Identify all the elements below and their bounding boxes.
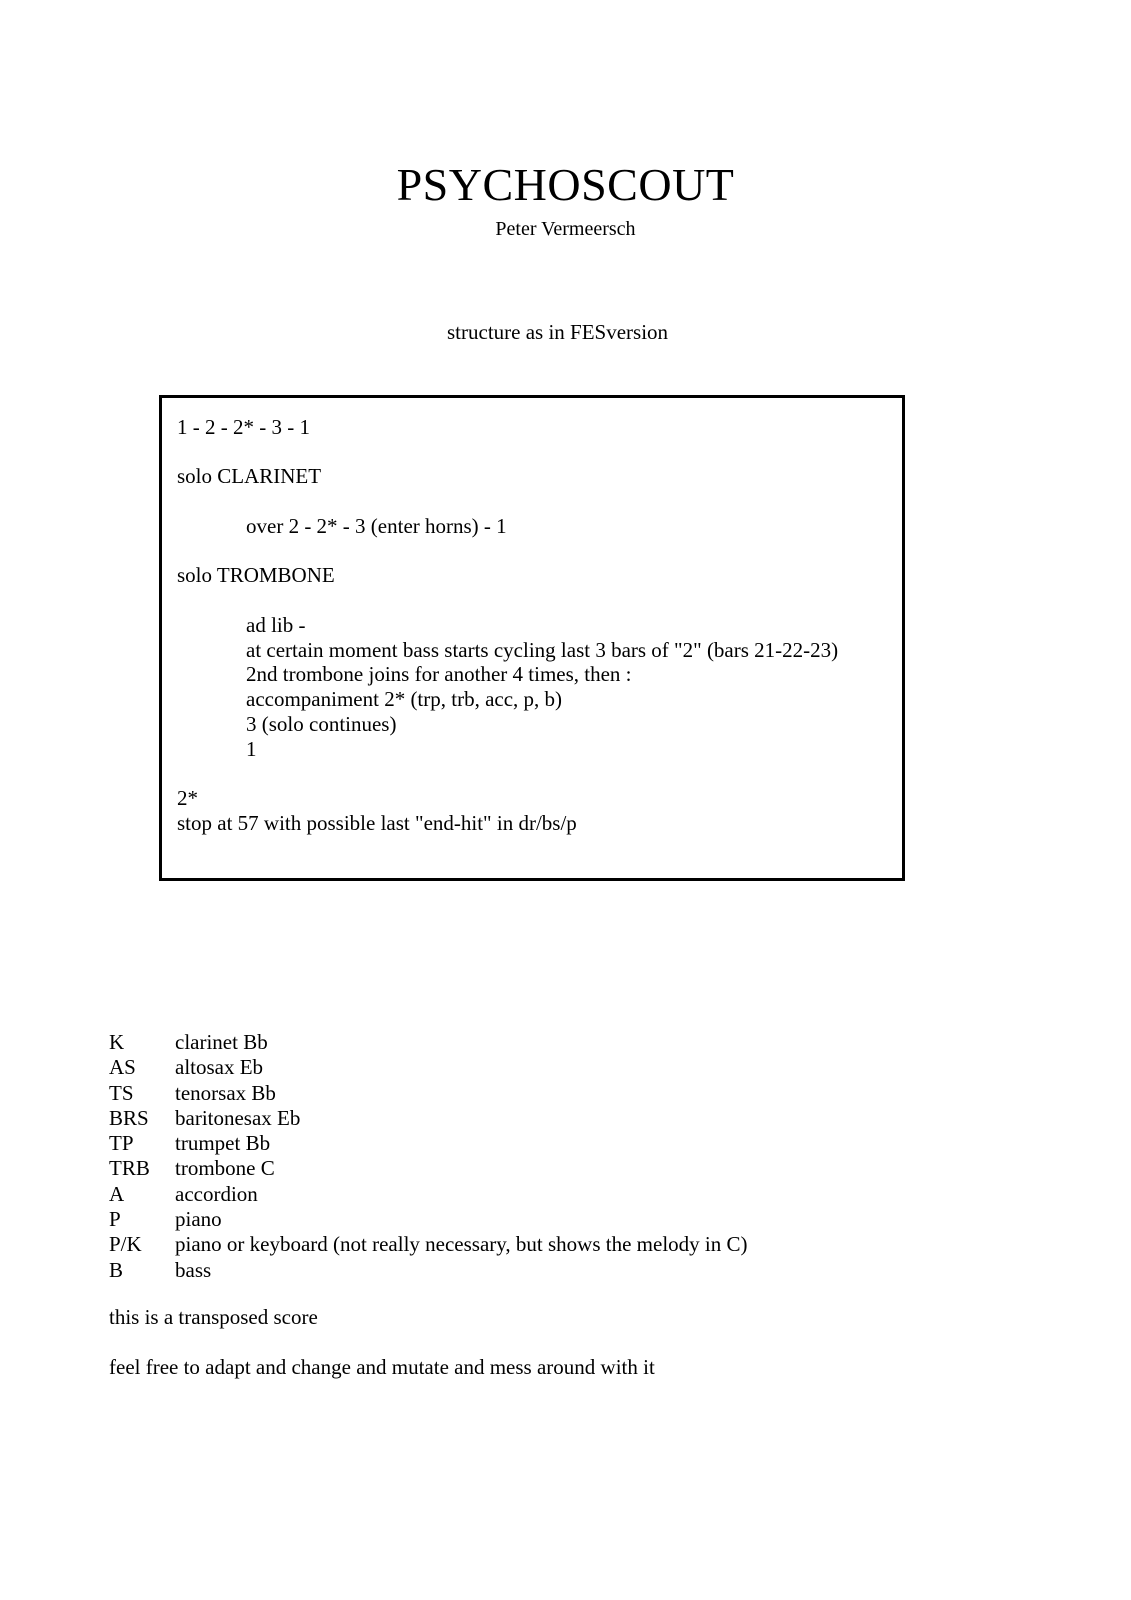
legend-desc: trombone C (175, 1156, 275, 1181)
legend-code: B (109, 1257, 124, 1282)
page-title: PSYCHOSCOUT (396, 159, 735, 210)
solo-trombone-line: at certain moment bass starts cycling last 3 bars of "2" (bars 21-22-23) (246, 638, 839, 662)
legend-desc: altosax Eb (175, 1055, 264, 1080)
legend-code: BRS (109, 1105, 149, 1130)
legend-desc: piano (175, 1207, 222, 1232)
structure-note: structure as in FESversion (447, 320, 669, 344)
legend-code: K (109, 1030, 125, 1054)
legend-code: AS (109, 1055, 136, 1080)
legend-code: P (109, 1207, 121, 1232)
solo-trombone-line: 1 (246, 737, 257, 761)
solo-trombone-line: accompaniment 2* (trp, trb, acc, p, b) (246, 687, 563, 711)
legend-code: TP (109, 1131, 134, 1156)
legend-code: P/K (109, 1232, 142, 1257)
legend-code: A (109, 1181, 125, 1206)
ending-line: stop at 57 with possible last "end-hit" in dr/bs/p (177, 811, 577, 835)
legend-desc: piano or keyboard (not really necessary, but shows the melody in C) (175, 1232, 748, 1257)
ending-line: 2* (177, 786, 198, 810)
legend-desc: clarinet Bb (175, 1030, 268, 1054)
transposed-score-note: this is a transposed score (109, 1305, 318, 1329)
structure-box (159, 395, 905, 881)
author-name: Peter Vermeersch (495, 218, 636, 240)
legend-desc: bass (175, 1257, 212, 1282)
sequence-line: 1 - 2 - 2* - 3 - 1 (177, 415, 310, 439)
legend-desc: accordion (175, 1181, 258, 1206)
solo-trombone-line: 2nd trombone joins for another 4 times, then : (246, 662, 632, 686)
solo-trombone-line: 3 (solo continues) (246, 712, 397, 736)
solo-trombone-line: ad lib - (246, 613, 306, 637)
legend-desc: trumpet Bb (175, 1131, 271, 1156)
adapt-note: feel free to adapt and change and mutate and mess around with it (109, 1355, 655, 1379)
solo-clarinet-line: over 2 - 2* - 3 (enter horns) - 1 (246, 514, 507, 538)
legend-desc: baritonesax Eb (175, 1105, 301, 1130)
legend-code: TS (109, 1080, 134, 1105)
solo-clarinet-heading: solo CLARINET (177, 464, 322, 488)
legend-code: TRB (109, 1156, 150, 1181)
legend-desc: tenorsax Bb (175, 1080, 276, 1105)
solo-trombone-heading: solo TROMBONE (177, 563, 335, 587)
